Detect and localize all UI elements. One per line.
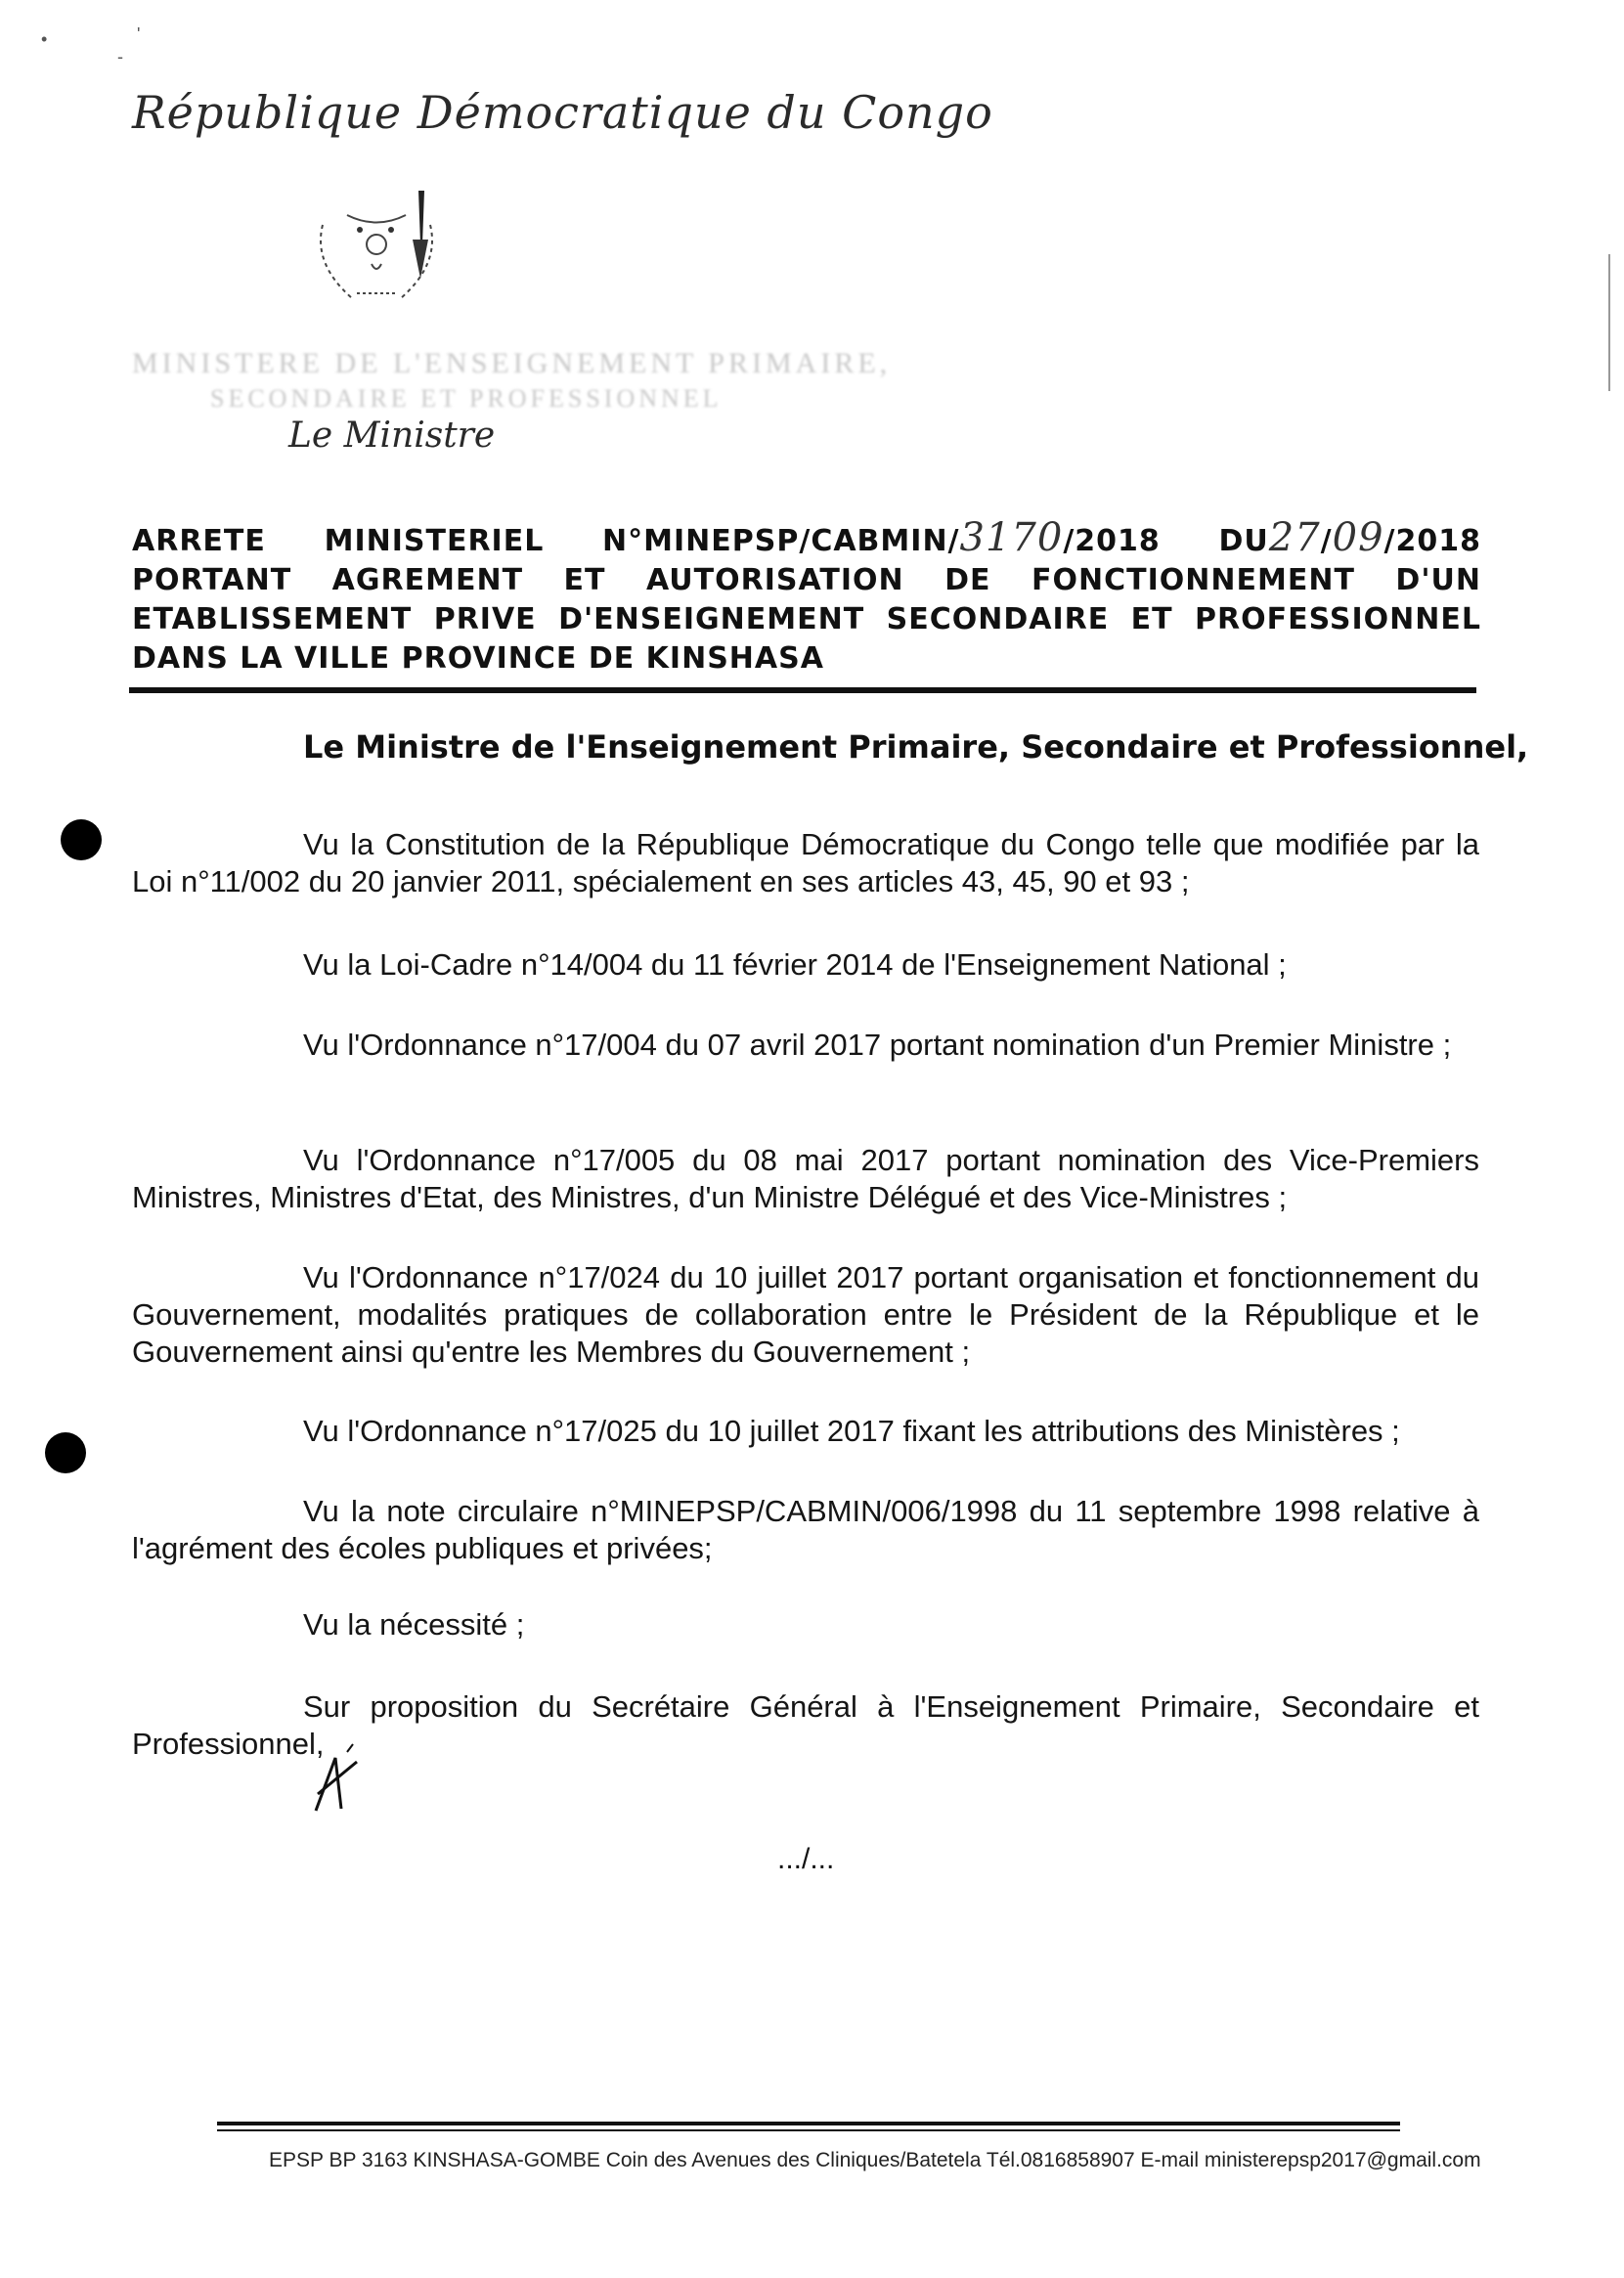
paragraph-text: Vu la nécessité ;: [303, 1607, 525, 1642]
decree-date-prefix: /2018 DU: [1063, 524, 1269, 558]
continued-mark: .../...: [777, 1843, 835, 1875]
decree-month-handwritten: 09: [1332, 515, 1384, 560]
scan-speck: -: [117, 47, 123, 66]
considerant-loi-cadre: [132, 946, 1479, 984]
scan-edge-mark: [1608, 254, 1610, 391]
decree-title-line-1: ARRETE MINISTERIEL N°MINEPSP/CABMIN/3170/2018 DU27/09/2018: [132, 515, 1481, 560]
considerant-vice-premiers: [132, 1142, 1479, 1216]
considerant-attributions: [132, 1413, 1479, 1450]
paragraph-text: Vu la Constitution de la République Démocratique du Congo telle que modifiée par la Loi n°11/002 du 20 janvier 2011, spécialement en ses articles 43, 45, 90 et 93 ;: [132, 827, 1479, 898]
scan-speck: ': [137, 24, 141, 44]
decree-title: [132, 515, 1481, 679]
decree-title-line-4: DANS LA VILLE PROVINCE DE KINSHASA: [132, 641, 824, 676]
ministry-name-faint-2: SECONDAIRE ET PROFESSIONNEL: [210, 384, 723, 413]
coat-of-arms-emblem: [303, 186, 450, 313]
paragraph-text: Vu l'Ordonnance n°17/005 du 08 mai 2017 portant nomination des Vice-Premiers Ministres, Ministres d'Etat, des Ministres, d'un Ministre Délégué et des Vice-Ministres ;: [132, 1143, 1479, 1214]
scan-speck: •: [41, 29, 48, 49]
initials-signature: [308, 1740, 367, 1818]
decree-title-line-3: ETABLISSEMENT PRIVE D'ENSEIGNEMENT SECONDAIRE ET PROFESSIONNEL: [132, 602, 1481, 636]
considerant-note-circulaire: [132, 1493, 1479, 1567]
paragraph-text: Vu l'Ordonnance n°17/024 du 10 juillet 2017 portant organisation et fonctionnement du Gouvernement, modalités pratiques de collaboration entre le Président de la République et le Gouvernement ainsi qu'entre les Membres du Gouvernement ;: [132, 1260, 1479, 1369]
considerant-premier-ministre: [132, 1027, 1479, 1064]
title-underline: [129, 687, 1476, 693]
paragraph-text: Vu la note circulaire n°MINEPSP/CABMIN/006/1998 du 11 septembre 1998 relative à l'agrément des écoles publiques et privées;: [132, 1494, 1479, 1565]
decree-number-handwritten: 3170: [959, 515, 1064, 560]
minister-heading: Le Ministre de l'Enseignement Primaire, Secondaire et Professionnel,: [303, 728, 1529, 766]
punch-hole-mark: [45, 1432, 86, 1473]
decree-day-handwritten: 27: [1268, 515, 1321, 560]
ministry-name-faint: MINISTERE DE L'ENSEIGNEMENT PRIMAIRE,: [132, 347, 892, 379]
decree-year: /2018: [1383, 524, 1481, 558]
country-header: République Démocratique du Congo: [132, 86, 993, 139]
punch-hole-mark: [61, 819, 102, 860]
decree-number-prefix: ARRETE MINISTERIEL N°MINEPSP/CABMIN/: [132, 524, 960, 558]
minister-header: Le Ministre: [288, 416, 496, 456]
paragraph-text: Vu la Loi-Cadre n°14/004 du 11 février 2014 de l'Enseignement National ;: [303, 947, 1287, 982]
paragraph-text: Sur proposition du Secrétaire Général à l'Enseignement Primaire, Secondaire et Professionnel,: [132, 1689, 1479, 1761]
decree-title-line-2: PORTANT AGREMENT ET AUTORISATION DE FONCTIONNEMENT D'UN: [132, 563, 1481, 597]
considerant-organisation-gouvernement: [132, 1259, 1479, 1371]
paragraph-text: Vu l'Ordonnance n°17/025 du 10 juillet 2017 fixant les attributions des Ministères ;: [303, 1414, 1400, 1448]
paragraph-text: Vu l'Ordonnance n°17/004 du 07 avril 2017 portant nomination d'un Premier Ministre ;: [303, 1028, 1452, 1062]
considerant-necessite: [132, 1606, 1479, 1643]
footer-address: EPSP BP 3163 KINSHASA-GOMBE Coin des Avenues des Cliniques/Batetela Tél.0816858907 E-mail ministerepsp2017@gmail.com: [269, 2149, 1481, 2171]
considerant-constitution: [132, 826, 1479, 900]
